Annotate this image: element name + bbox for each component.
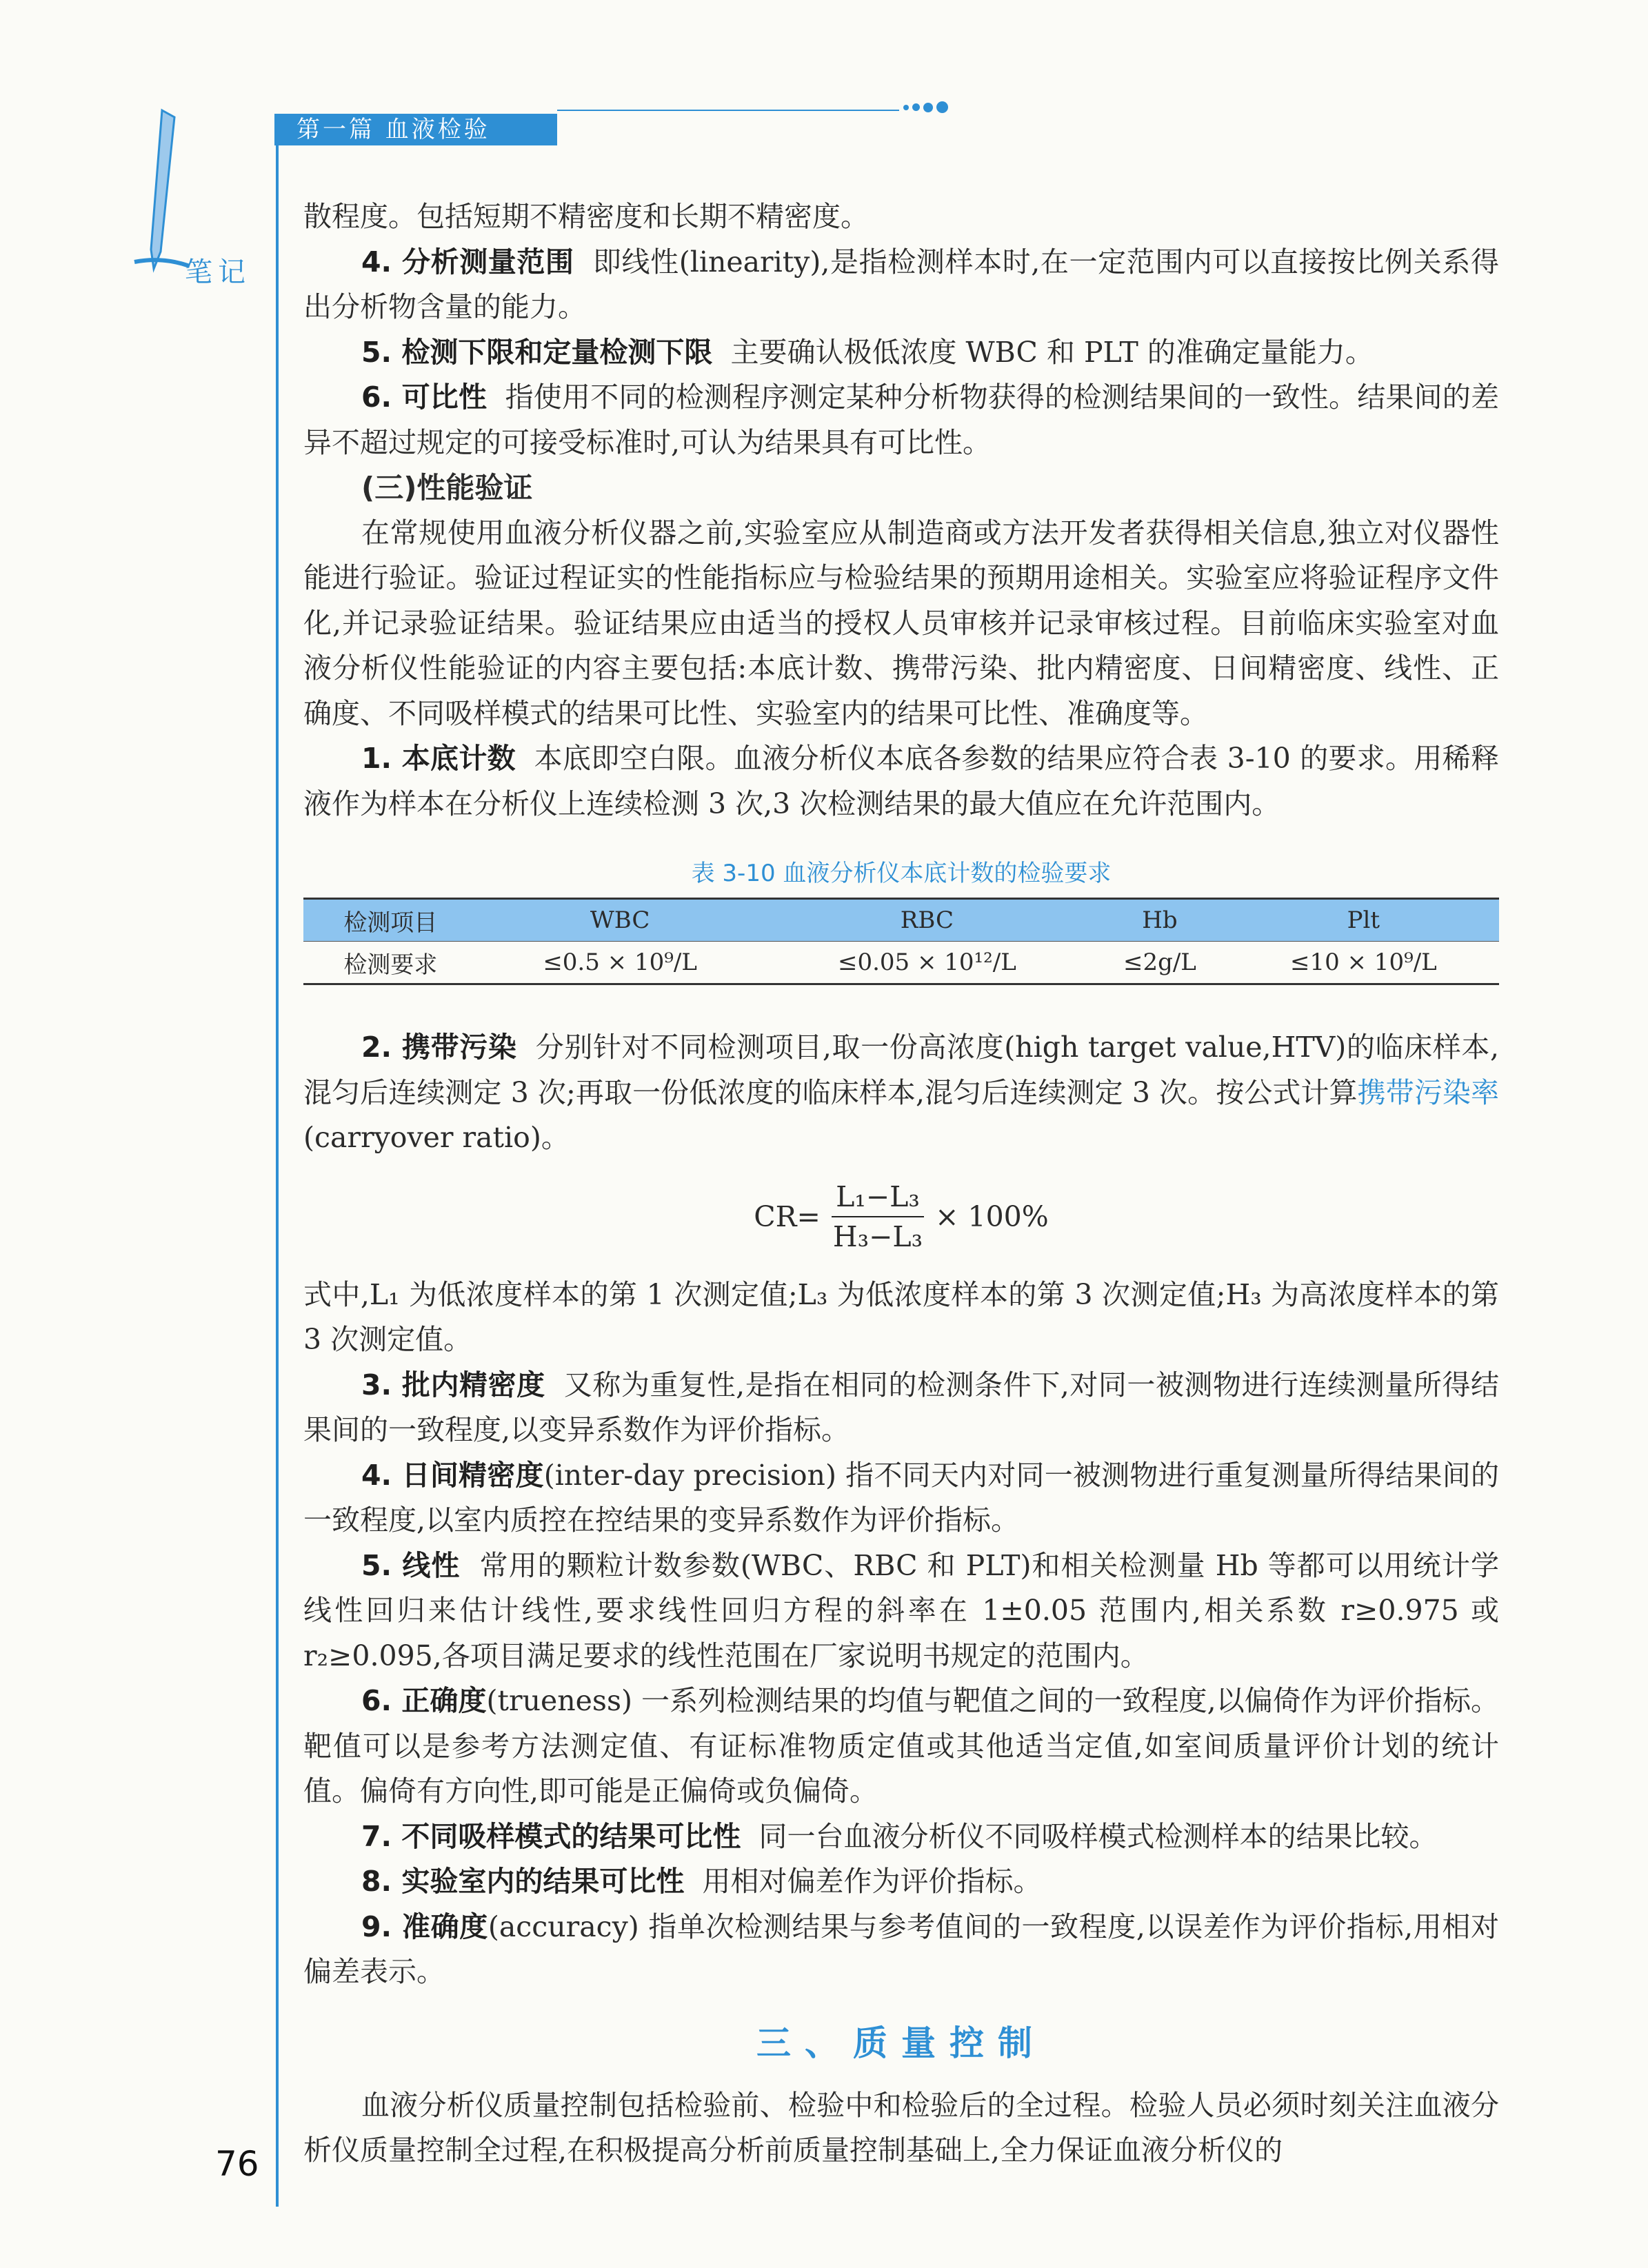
table-header-cell: Plt <box>1228 899 1499 942</box>
term-background-count: 1. 本底计数 <box>361 742 516 775</box>
text-background-count: 本底即空白限。血液分析仪本底各参数的结果应符合表 3-10 的要求。用稀释液作为样本在分析仪上连续检测 3 次,3 次检测结果的最大值应在允许范围内。 <box>303 742 1499 820</box>
paragraph-comparability <box>303 375 1499 465</box>
text-inter-day: (inter-day precision) 指不同天内对同一被测物进行重复测量所得结果间的一致程度,以室内质控在控结果的变异系数作为评价指标。 <box>303 1458 1499 1537</box>
table-cell: ≤0.05 × 10¹²/L <box>763 942 1092 984</box>
text-linearity: 常用的颗粒计数参数(WBC、RBC 和 PLT)和相关检测量 Hb 等都可以用统计学线性回归来估计线性,要求线性回归方程的斜率在 1±0.05 范围内,相关系数 r≥0.975 或 r₂≥0.095,各项目满足要求的线性范围在厂家说明书规定的范围内。 <box>303 1548 1499 1672</box>
table-row <box>303 942 1499 984</box>
table-header-row <box>303 899 1499 942</box>
paragraph-trueness <box>303 1679 1499 1814</box>
paragraph-quality-control: 血液分析仪质量控制包括检验前、检验中和检验后的全过程。检验人员必须时刻关注血液分析仪质量控制全过程,在积极提高分析前质量控制基础上,全力保证血液分析仪的 <box>303 2088 1499 2167</box>
table-cell: 检测要求 <box>303 942 478 984</box>
term-inter-day: 4. 日间精密度 <box>361 1458 544 1492</box>
term-within-run: 3. 批内精密度 <box>361 1368 545 1401</box>
paragraph-intra-lab <box>303 1859 1499 1905</box>
term-accuracy: 9. 准确度 <box>361 1910 488 1943</box>
paragraph-carryover <box>303 1025 1499 1161</box>
table-cell: ≤0.5 × 10⁹/L <box>478 942 763 984</box>
text-trueness: (trueness) 一系列检测结果的均值与靶值之间的一致程度,以偏倚作为评价指标。靶值可以是参考方法测定值、有证标准物质定值或其他适当定值,如室间质量评价计划的统计值。偏倚有方向性,即可能是正偏倚或负偏倚。 <box>303 1684 1499 1808</box>
text-detection-limit: 主要确认极低浓度 WBC 和 PLT 的准确定量能力。 <box>730 335 1374 369</box>
table-header-cell: WBC <box>478 899 763 942</box>
paragraph-background-count <box>303 736 1499 827</box>
formula-numerator: L₁−L₃ <box>832 1180 924 1217</box>
paragraph-detection-limit <box>303 330 1499 376</box>
formula-rhs: × 100% <box>935 1199 1049 1233</box>
paragraph-linearity <box>303 1543 1499 1679</box>
subheading-performance-verification: (三)性能验证 <box>361 471 533 505</box>
text-sampling-modes: 同一台血液分析仪不同吸样模式检测样本的结果比较。 <box>758 1819 1438 1853</box>
formula-denominator: H₃−L₃ <box>832 1219 923 1253</box>
page-number: 76 <box>215 2144 259 2184</box>
term-intra-lab: 8. 实验室内的结果可比性 <box>361 1865 685 1898</box>
table-header-cell: Hb <box>1092 899 1228 942</box>
term-trueness: 6. 正确度 <box>361 1684 487 1717</box>
page-content <box>303 194 1499 2174</box>
requirements-table <box>303 898 1499 985</box>
note-label: 笔记 <box>185 256 251 288</box>
paragraph-sampling-modes <box>303 1814 1499 1860</box>
term-sampling-modes: 7. 不同吸样模式的结果可比性 <box>361 1819 741 1853</box>
section-title-quality-control: 三、质量控制 <box>756 2022 1046 2063</box>
text-carryover: 分别针对不同检测项目,取一份高浓度(high target value,HTV)的临床样本,混匀后连续测定 3 次;再取一份低浓度的临床样本,混匀后连续测定 3 次。按公式计算 <box>303 1031 1499 1109</box>
paragraph-inter-day <box>303 1453 1499 1543</box>
paragraph-verification-intro: 在常规使用血液分析仪器之前,实验室应从制造商或方法开发者获得相关信息,独立对仪器性能进行验证。验证过程证实的性能指标应与检验结果的预期用途相关。实验室应将验证程序文件化,并记录验证结果。验证结果应由适当的授权人员审核并记录审核过程。目前临床实验室对血液分析仪性能验证的内容主要包括:本底计数、携带污染、批内精密度、日间精密度、线性、正确度、不同吸样模式的结果可比性、实验室内的结果可比性、准确度等。 <box>303 516 1499 730</box>
margin-rule <box>276 145 279 2207</box>
term-linearity: 5. 线性 <box>361 1548 461 1582</box>
header-dots-ornament <box>903 100 952 117</box>
paragraph-measure-range <box>303 240 1499 330</box>
paragraph-accuracy <box>303 1905 1499 1995</box>
text-accuracy: (accuracy) 指单次检测结果与参考值间的一致程度,以误差作为评价指标,用相对偏差表示。 <box>303 1910 1499 1988</box>
table-header-cell: 检测项目 <box>303 899 478 942</box>
table-cell: ≤10 × 10⁹/L <box>1228 942 1499 984</box>
term-comparability: 6. 可比性 <box>361 381 488 414</box>
table-header-cell: RBC <box>763 899 1092 942</box>
table-caption: 表 3-10 血液分析仪本底计数的检验要求 <box>691 860 1112 887</box>
chapter-header: 第一篇 血液检验 <box>274 114 557 145</box>
table-cell: ≤2g/L <box>1092 942 1228 984</box>
formula-fraction <box>829 1180 927 1253</box>
text-measure-range: 即线性(linearity),是指检测样本时,在一定范围内可以直接按比例关系得出分析物含量的能力。 <box>303 245 1499 323</box>
paragraph-continued: 散程度。包括短期不精密度和长期不精密度。 <box>303 200 869 233</box>
term-measure-range: 4. 分析测量范围 <box>361 245 574 279</box>
paragraph-formula-note: 式中,L₁ 为低浓度样本的第 1 次测定值;L₃ 为低浓度样本的第 3 次测定值;H₃ 为高浓度样本的第 3 次测定值。 <box>303 1277 1499 1356</box>
term-carryover: 2. 携带污染 <box>361 1031 517 1064</box>
text-comparability: 指使用不同的检测程序测定某种分析物获得的检测结果间的一致性。结果间的差异不超过规定的可接受标准时,可认为结果具有可比性。 <box>303 381 1499 459</box>
paragraph-within-run <box>303 1363 1499 1453</box>
text-carryover-tail: (carryover ratio)。 <box>303 1121 570 1154</box>
term-detection-limit: 5. 检测下限和定量检测下限 <box>361 335 713 369</box>
text-intra-lab: 用相对偏差作为评价指标。 <box>702 1865 1042 1898</box>
carryover-formula <box>303 1165 1499 1268</box>
carryover-ratio-link[interactable]: 携带污染率 <box>1357 1075 1499 1109</box>
text-within-run: 又称为重复性,是指在相同的检测条件下,对同一被测物进行连续测量所得结果间的一致程度,以变异系数作为评价指标。 <box>303 1368 1499 1446</box>
header-rule <box>557 110 899 111</box>
formula-lhs: CR= <box>754 1199 821 1233</box>
